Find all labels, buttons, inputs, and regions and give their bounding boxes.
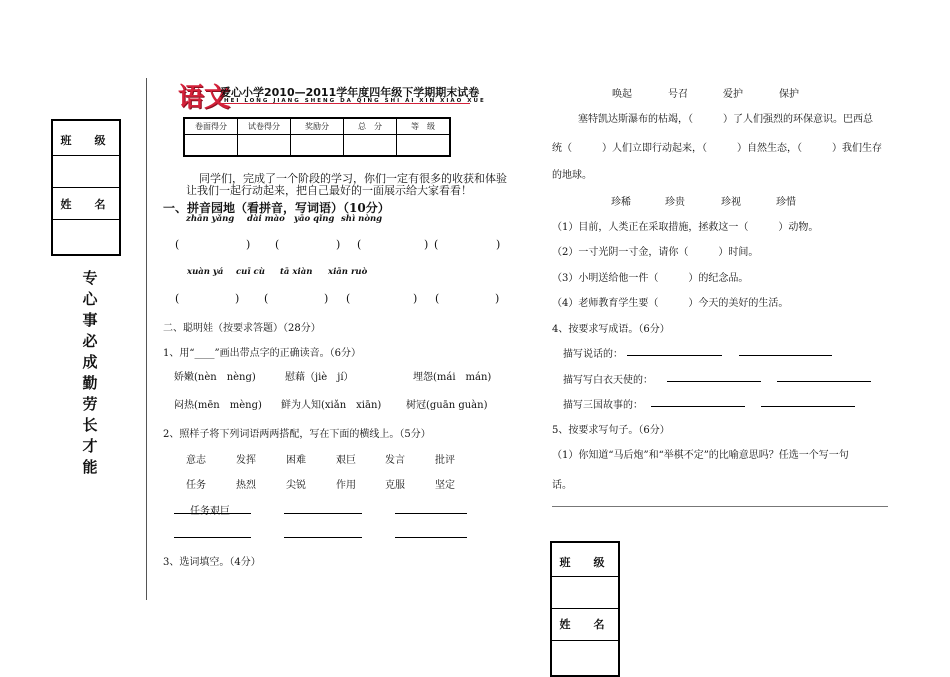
answer-line[interactable] xyxy=(174,537,251,538)
answer-blank[interactable]: ( xyxy=(357,238,362,251)
section-2-title: 二、聪明娃（按要求答题）（28分） xyxy=(163,323,321,334)
idiom-prompt: 描写写白衣天使的： xyxy=(563,375,653,386)
word-option: 爱护 xyxy=(723,89,743,100)
answer-blank-close: ) xyxy=(324,292,329,305)
motto-char: 能 xyxy=(82,458,98,476)
word-option: 作用 xyxy=(336,480,356,491)
question-2-2: 2、照样子将下列词语两两搭配，写在下面的横线上。（5分） xyxy=(163,429,431,440)
fill-sentence: （4）老师教育学生要（ ）今天的美好的生活。 xyxy=(552,298,789,309)
pinyin-prompt: cuī cù xyxy=(236,267,265,277)
answer-line[interactable] xyxy=(627,355,722,356)
score-header: 卷面得分 xyxy=(184,118,238,135)
word-option: 意志 xyxy=(186,455,206,466)
sentence-prompt: 话。 xyxy=(552,480,572,491)
motto-char: 劳 xyxy=(82,395,98,413)
score-cell[interactable] xyxy=(344,135,397,157)
pinyin-prompt: shì nòng xyxy=(341,214,383,224)
word-option: 克服 xyxy=(385,480,405,491)
answer-blank-close: ) xyxy=(336,238,341,251)
motto-char: 长 xyxy=(82,416,98,434)
answer-line[interactable] xyxy=(777,381,871,382)
intro-line-1: 同学们，完成了一个阶段的学习，你们一定有很多的收获和体验 xyxy=(199,172,507,185)
pinyin-prompt: tā xiàn xyxy=(280,267,313,277)
score-cell[interactable] xyxy=(238,135,291,157)
passage-line: 的地球。 xyxy=(552,170,592,181)
score-header: 奖励分 xyxy=(291,118,344,135)
motto-char: 成 xyxy=(82,353,98,371)
reading-choice[interactable]: 闷热(mēn mèng) xyxy=(174,400,262,411)
pinyin-prompt: xiān ruò xyxy=(328,267,368,277)
reading-choice[interactable]: 娇嫩(nèn nèng) xyxy=(174,372,256,383)
name-field[interactable] xyxy=(552,640,618,675)
word-option: 珍惜 xyxy=(776,197,796,208)
class-field[interactable] xyxy=(552,576,618,609)
answer-blank-close: ) xyxy=(413,292,418,305)
motto-vertical xyxy=(78,268,102,478)
name-label-cell xyxy=(53,187,119,220)
answer-blank-close: ) xyxy=(246,238,251,251)
answer-line[interactable] xyxy=(395,513,467,514)
answer-line[interactable] xyxy=(552,506,888,507)
word-option: 唤起 xyxy=(612,89,632,100)
motto-char: 才 xyxy=(82,437,98,455)
student-info-box xyxy=(51,119,121,256)
fill-sentence: （2）一寸光阴一寸金，请你（ ）时间。 xyxy=(552,247,759,258)
word-option: 艰巨 xyxy=(336,455,356,466)
word-option: 发言 xyxy=(385,455,405,466)
answer-line[interactable] xyxy=(395,537,467,538)
name-label: 姓 名 xyxy=(559,618,611,631)
question-5: 5、按要求写句子。（6分） xyxy=(552,425,670,436)
word-option: 珍贵 xyxy=(665,197,685,208)
score-cell[interactable] xyxy=(291,135,344,157)
passage-line: 塞特凯达斯瀑布的枯竭，（ ）了人们强烈的环保意识。巴西总 xyxy=(578,114,873,125)
example-answer: 任务艰巨 xyxy=(190,506,230,517)
word-option: 坚定 xyxy=(435,480,455,491)
word-option: 任务 xyxy=(186,480,206,491)
pinyin-prompt: zhān yǎng xyxy=(186,214,235,224)
motto-char: 心 xyxy=(82,290,98,308)
fill-sentence: （3）小明送给他一件（ ）的纪念品。 xyxy=(552,273,749,284)
question-2-1: 1、用“____”画出带点字的正确读音。（6分） xyxy=(163,348,361,359)
answer-blank[interactable]: ( xyxy=(175,292,180,305)
class-label-cell xyxy=(53,121,119,156)
score-header: 总 分 xyxy=(344,118,397,135)
intro-line-2: 让我们一起行动起来，把自己最好的一面展示给大家看看！ xyxy=(186,184,472,197)
score-header: 等 级 xyxy=(397,118,451,135)
answer-blank[interactable]: ( xyxy=(435,292,440,305)
pinyin-prompt: dài mào xyxy=(247,214,285,224)
question-4: 4、按要求写成语。（6分） xyxy=(552,324,670,335)
subject-logo: 语文 xyxy=(178,83,231,113)
answer-blank-close: ) xyxy=(235,292,240,305)
answer-line[interactable] xyxy=(284,513,362,514)
question-2-3: 3、选词填空。（4分） xyxy=(163,557,261,568)
name-field[interactable] xyxy=(53,219,119,254)
section-1-title: 一、拼音园地（看拼音，写词语）（10分） xyxy=(163,201,390,215)
name-label-cell xyxy=(552,608,618,641)
answer-blank[interactable]: ( xyxy=(175,238,180,251)
word-option: 困难 xyxy=(286,455,306,466)
answer-line[interactable] xyxy=(284,537,362,538)
exam-title: 爱心小学2010—2011学年度四年级下学期期末试卷 xyxy=(220,86,480,99)
pinyin-prompt: yāo qǐng xyxy=(294,214,335,224)
passage-line: 统（ ）人们立即行动起来，（ ）自然生态，（ ）我们生存 xyxy=(552,143,882,154)
reading-choice[interactable]: 慰藉（jiè jí） xyxy=(285,372,354,383)
student-info-box-2 xyxy=(550,541,620,677)
word-option: 热烈 xyxy=(236,480,256,491)
score-table xyxy=(183,117,451,157)
motto-char: 事 xyxy=(82,311,98,329)
word-option: 保护 xyxy=(779,89,799,100)
answer-blank-close: ) xyxy=(496,238,501,251)
word-option: 批评 xyxy=(435,455,455,466)
answer-blank[interactable]: ( xyxy=(264,292,269,305)
fill-sentence: （1）目前，人类正在采取措施，拯救这一（ ）动物。 xyxy=(552,222,819,233)
word-option: 发挥 xyxy=(236,455,256,466)
reading-choice[interactable]: 树冠(guān guàn) xyxy=(406,400,488,411)
motto-char: 专 xyxy=(82,269,98,287)
motto-char: 必 xyxy=(82,332,98,350)
answer-blank[interactable]: ( xyxy=(275,238,280,251)
class-label: 班 级 xyxy=(60,134,112,147)
score-cell[interactable] xyxy=(184,135,238,157)
answer-line[interactable] xyxy=(761,406,855,407)
idiom-prompt: 描写说话的： xyxy=(563,349,623,360)
sentence-prompt: （1）你知道“马后炮”和“举棋不定”的比喻意思吗？任选一个写一句 xyxy=(552,450,849,461)
pinyin-prompt: xuàn yá xyxy=(187,267,224,277)
word-option: 号召 xyxy=(668,89,688,100)
word-option: 珍稀 xyxy=(611,197,631,208)
class-label: 班 级 xyxy=(559,556,611,569)
answer-line[interactable] xyxy=(651,406,745,407)
class-label-cell xyxy=(552,543,618,577)
answer-blank[interactable]: ( xyxy=(346,292,351,305)
class-field[interactable] xyxy=(53,155,119,188)
answer-line[interactable] xyxy=(667,381,761,382)
example-underline xyxy=(174,513,251,514)
title-pinyin: HEI LONG JIANG SHENG DA QING SHI AI XIN XIAO XUE xyxy=(224,98,486,104)
answer-blank[interactable]: ( xyxy=(434,238,439,251)
word-option: 珍视 xyxy=(721,197,741,208)
idiom-prompt: 描写三国故事的： xyxy=(563,400,643,411)
answer-line[interactable] xyxy=(739,355,832,356)
name-label: 姓 名 xyxy=(60,198,112,211)
motto-char: 勤 xyxy=(82,374,98,392)
binding-line xyxy=(146,78,147,600)
reading-choice[interactable]: 埋怨(mái mán) xyxy=(413,372,492,383)
word-option: 尖锐 xyxy=(286,480,306,491)
answer-blank-close: ) xyxy=(495,292,500,305)
reading-choice[interactable]: 鲜为人知(xiǎn xiān) xyxy=(281,400,382,411)
score-cell[interactable] xyxy=(397,135,451,157)
score-header: 试卷得分 xyxy=(238,118,291,135)
answer-blank-close: ) xyxy=(424,238,429,251)
